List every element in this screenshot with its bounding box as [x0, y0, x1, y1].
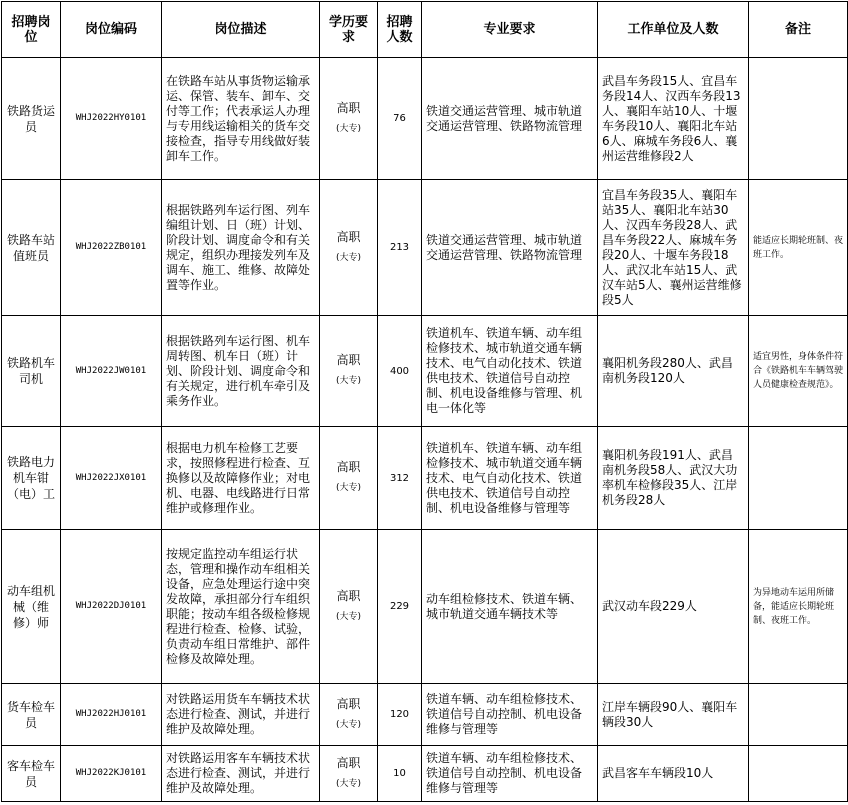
count-cell: 213 — [378, 180, 422, 316]
education-cell — [320, 58, 378, 180]
education-level: 高职 — [336, 755, 361, 770]
table-row — [2, 746, 848, 802]
code-cell: WHJ2022DJ0101 — [61, 530, 162, 684]
education-cell — [320, 427, 378, 530]
header-position: 招聘岗位 — [2, 2, 61, 58]
education-cell — [320, 746, 378, 802]
education-level-sub: (大专) — [335, 778, 362, 789]
position-cell: 铁路货运员 — [2, 58, 61, 180]
education-level-sub: (大专) — [335, 252, 362, 263]
header-description: 岗位描述 — [162, 2, 320, 58]
table-row — [2, 180, 848, 316]
description-cell: 在铁路车站从事货物运输承运、保管、装车、卸车、交付等工作；代表承运人办理与专用线运输相关的货车交接检查，指导专用线做好装卸车工作。 — [162, 58, 320, 180]
education-cell — [320, 316, 378, 427]
header-units: 工作单位及人数 — [598, 2, 749, 58]
code-cell: WHJ2022HY0101 — [61, 58, 162, 180]
description-cell: 根据铁路列车运行图、列车编组计划、日（班）计划、阶段计划、调度命令和有关规定，组织办理接发列车及调车、施工、维修、故障处置等作业。 — [162, 180, 320, 316]
education-cell — [320, 530, 378, 684]
remarks-cell — [749, 58, 848, 180]
major-cell: 铁道车辆、动车组检修技术、铁道信号自动控制、机电设备维修与管理等 — [422, 746, 598, 802]
count-cell: 229 — [378, 530, 422, 684]
description-cell: 按规定监控动车组运行状态，管理和操作动车组相关设备，应急处理运行途中突发故障，承担部分行车组织职能；按动车组各级检修规程进行检查、检修、试验，负责动车组日常维护、部件检修及故障处理。 — [162, 530, 320, 684]
header-education: 学历要求 — [320, 2, 378, 58]
header-row — [2, 2, 848, 58]
position-cell: 货车检车员 — [2, 684, 61, 746]
remarks-cell — [749, 746, 848, 802]
header-code: 岗位编码 — [61, 2, 162, 58]
count-cell: 312 — [378, 427, 422, 530]
table-row — [2, 58, 848, 180]
position-cell: 动车组机械（维修）师 — [2, 530, 61, 684]
education-level-sub: (大专) — [335, 719, 362, 730]
remarks-cell: 能适应长期轮班制、夜班工作。 — [749, 180, 848, 316]
header-remarks: 备注 — [749, 2, 848, 58]
education-level: 高职 — [336, 100, 361, 115]
table-row — [2, 684, 848, 746]
count-cell: 120 — [378, 684, 422, 746]
recruitment-table — [1, 1, 848, 802]
count-cell: 400 — [378, 316, 422, 427]
units-cell: 襄阳机务段191人、武昌南机务段58人、武汉大功率机车检修段35人、江岸机务段28人 — [598, 427, 749, 530]
education-level-sub: (大专) — [335, 376, 362, 386]
units-cell: 武汉动车段229人 — [598, 530, 749, 684]
education-level: 高职 — [336, 588, 361, 603]
code-cell: WHJ2022JX0101 — [61, 427, 162, 530]
education-level-sub: (大专) — [335, 123, 362, 134]
education-level: 高职 — [336, 353, 361, 367]
position-cell: 客车检车员 — [2, 746, 61, 802]
units-cell: 宜昌车务段35人、襄阳车站35人、襄阳北车站30人、汉西车务段28人、武昌车务段22人、麻城车务段20人、十堰车务段18人、武汉北车站15人、武汉车站5人、襄州运营维修段5人 — [598, 180, 749, 316]
education-level-sub: (大专) — [335, 483, 362, 493]
education-level-sub: (大专) — [335, 611, 362, 622]
major-cell: 铁道交通运营管理、城市轨道交通运营管理、铁路物流管理 — [422, 180, 598, 316]
description-cell: 对铁路运用客车车辆技术状态进行检查、测试，并进行维护及故障处理。 — [162, 746, 320, 802]
units-cell: 武昌车务段15人、宜昌车务段14人、汉西车务段13人、襄阳车站10人、十堰车务段10人、襄阳北车站6人、麻城车务段6人、襄州运营维修段2人 — [598, 58, 749, 180]
education-level: 高职 — [336, 460, 361, 474]
header-major: 专业要求 — [422, 2, 598, 58]
description-cell: 对铁路运用货车车辆技术状态进行检查、测试，并进行维护及故障处理。 — [162, 684, 320, 746]
remarks-cell — [749, 427, 848, 530]
position-cell: 铁路机车司机 — [2, 316, 61, 427]
units-cell: 江岸车辆段90人、襄阳车辆段30人 — [598, 684, 749, 746]
major-cell: 铁道交通运营管理、城市轨道交通运营管理、铁路物流管理 — [422, 58, 598, 180]
code-cell: WHJ2022JW0101 — [61, 316, 162, 427]
header-count: 招聘人数 — [378, 2, 422, 58]
education-cell — [320, 180, 378, 316]
major-cell: 动车组检修技术、铁道车辆、城市轨道交通车辆技术等 — [422, 530, 598, 684]
units-cell: 襄阳机务段280人、武昌南机务段120人 — [598, 316, 749, 427]
code-cell: WHJ2022ZB0101 — [61, 180, 162, 316]
table-row — [2, 316, 848, 427]
remarks-cell — [749, 684, 848, 746]
remarks-cell: 为异地动车运用所储备，能适应长期轮班制、夜班工作。 — [749, 530, 848, 684]
description-cell: 根据铁路列车运行图、机车周转图、机车日（班）计划、阶段计划、调度命令和有关规定，进行机车牵引及乘务作业。 — [162, 316, 320, 427]
education-level: 高职 — [336, 229, 361, 244]
position-cell: 铁路车站值班员 — [2, 180, 61, 316]
units-cell: 武昌客车车辆段10人 — [598, 746, 749, 802]
education-cell — [320, 684, 378, 746]
position-cell: 铁路电力机车钳（电）工 — [2, 427, 61, 530]
education-level: 高职 — [336, 696, 361, 711]
remarks-cell: 适宜男性，身体条件符合《铁路机车车辆驾驶人员健康检查规范》。 — [749, 316, 848, 427]
table-row — [2, 427, 848, 530]
count-cell: 76 — [378, 58, 422, 180]
major-cell: 铁道车辆、动车组检修技术、铁道信号自动控制、机电设备维修与管理等 — [422, 684, 598, 746]
major-cell: 铁道机车、铁道车辆、动车组检修技术、城市轨道交通车辆技术、电气自动化技术、铁道供电技术、铁道信号自动控制、机电设备维修与管理等 — [422, 427, 598, 530]
table-row — [2, 530, 848, 684]
code-cell: WHJ2022HJ0101 — [61, 684, 162, 746]
code-cell: WHJ2022KJ0101 — [61, 746, 162, 802]
count-cell: 10 — [378, 746, 422, 802]
major-cell: 铁道机车、铁道车辆、动车组检修技术、城市轨道交通车辆技术、电气自动化技术、铁道供电技术、铁道信号自动控制、机电设备维修与管理、机电一体化等 — [422, 316, 598, 427]
description-cell: 根据电力机车检修工艺要求，按照修程进行检查、互换修以及故障修作业；对电机、电器、电线路进行日常维护或修理作业。 — [162, 427, 320, 530]
